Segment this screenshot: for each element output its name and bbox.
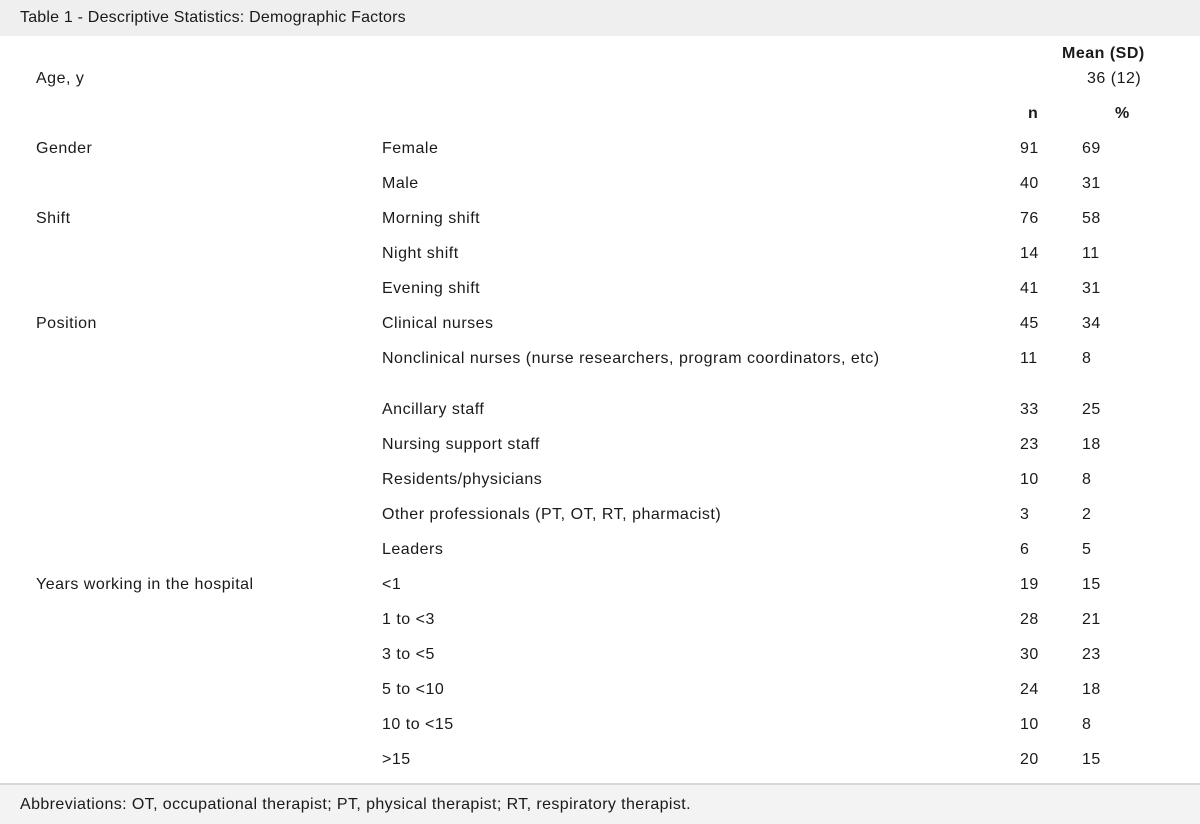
row-category: Night shift — [382, 245, 459, 262]
row-category: <1 — [382, 576, 402, 593]
row-percent-value: 15 — [1082, 576, 1101, 593]
row-percent-value: 2 — [1082, 506, 1092, 523]
row-n-value: 76 — [1020, 210, 1039, 227]
row-category: >15 — [382, 751, 411, 768]
row-percent-value: 18 — [1082, 681, 1101, 698]
group-label: Years working in the hospital — [36, 576, 254, 593]
n-column-header: n — [1028, 105, 1039, 122]
row-n-value: 11 — [1020, 350, 1038, 367]
row-n-value: 45 — [1020, 315, 1039, 332]
row-category: 1 to <3 — [382, 611, 435, 628]
row-percent-value: 5 — [1082, 541, 1092, 558]
row-n-value: 24 — [1020, 681, 1039, 698]
row-category: Morning shift — [382, 210, 481, 227]
row-percent-value: 25 — [1082, 401, 1101, 418]
row-category: Male — [382, 175, 419, 192]
row-category: 10 to <15 — [382, 716, 454, 733]
row-n-value: 28 — [1020, 611, 1039, 628]
row-category: Clinical nurses — [382, 315, 494, 332]
row-percent-value: 8 — [1082, 350, 1092, 367]
mean-sd-header: Mean (SD) — [1062, 45, 1145, 62]
row-percent-value: 31 — [1082, 280, 1101, 297]
table-title: Table 1 - Descriptive Statistics: Demographic Factors — [0, 0, 1200, 36]
row-percent-value: 11 — [1082, 245, 1100, 262]
row-n-value: 10 — [1020, 471, 1039, 488]
table-footnote: Abbreviations: OT, occupational therapist; PT, physical therapist; RT, respiratory therapist. — [0, 785, 1200, 824]
row-percent-value: 58 — [1082, 210, 1101, 227]
row-percent-value: 31 — [1082, 175, 1101, 192]
row-percent-value: 8 — [1082, 716, 1092, 733]
row-category: 5 to <10 — [382, 681, 445, 698]
row-n-value: 40 — [1020, 175, 1039, 192]
group-label: Position — [36, 315, 97, 332]
row-n-value: 14 — [1020, 245, 1039, 262]
row-n-value: 3 — [1020, 506, 1030, 523]
row-category: Female — [382, 140, 439, 157]
row-percent-value: 69 — [1082, 140, 1101, 157]
row-category: Nursing support staff — [382, 436, 540, 453]
row-n-value: 6 — [1020, 541, 1030, 558]
row-n-value: 33 — [1020, 401, 1039, 418]
age-label: Age, y — [36, 70, 85, 87]
row-category: Nonclinical nurses (nurse researchers, program coordinators, etc) — [382, 350, 880, 367]
row-category: Ancillary staff — [382, 401, 485, 418]
row-n-value: 41 — [1020, 280, 1039, 297]
group-label: Gender — [36, 140, 93, 157]
row-category: Leaders — [382, 541, 444, 558]
row-percent-value: 18 — [1082, 436, 1101, 453]
row-percent-value: 21 — [1082, 611, 1101, 628]
group-label: Shift — [36, 210, 71, 227]
age-mean-sd-value: 36 (12) — [1087, 70, 1142, 87]
row-category: 3 to <5 — [382, 646, 435, 663]
row-percent-value: 15 — [1082, 751, 1101, 768]
row-category: Evening shift — [382, 280, 481, 297]
row-n-value: 19 — [1020, 576, 1039, 593]
percent-column-header: % — [1115, 105, 1130, 122]
row-n-value: 23 — [1020, 436, 1039, 453]
row-percent-value: 34 — [1082, 315, 1101, 332]
row-category: Other professionals (PT, OT, RT, pharmacist) — [382, 506, 722, 523]
row-n-value: 91 — [1020, 140, 1039, 157]
row-n-value: 30 — [1020, 646, 1039, 663]
row-n-value: 20 — [1020, 751, 1039, 768]
row-category: Residents/physicians — [382, 471, 543, 488]
row-n-value: 10 — [1020, 716, 1039, 733]
row-percent-value: 8 — [1082, 471, 1092, 488]
row-percent-value: 23 — [1082, 646, 1101, 663]
